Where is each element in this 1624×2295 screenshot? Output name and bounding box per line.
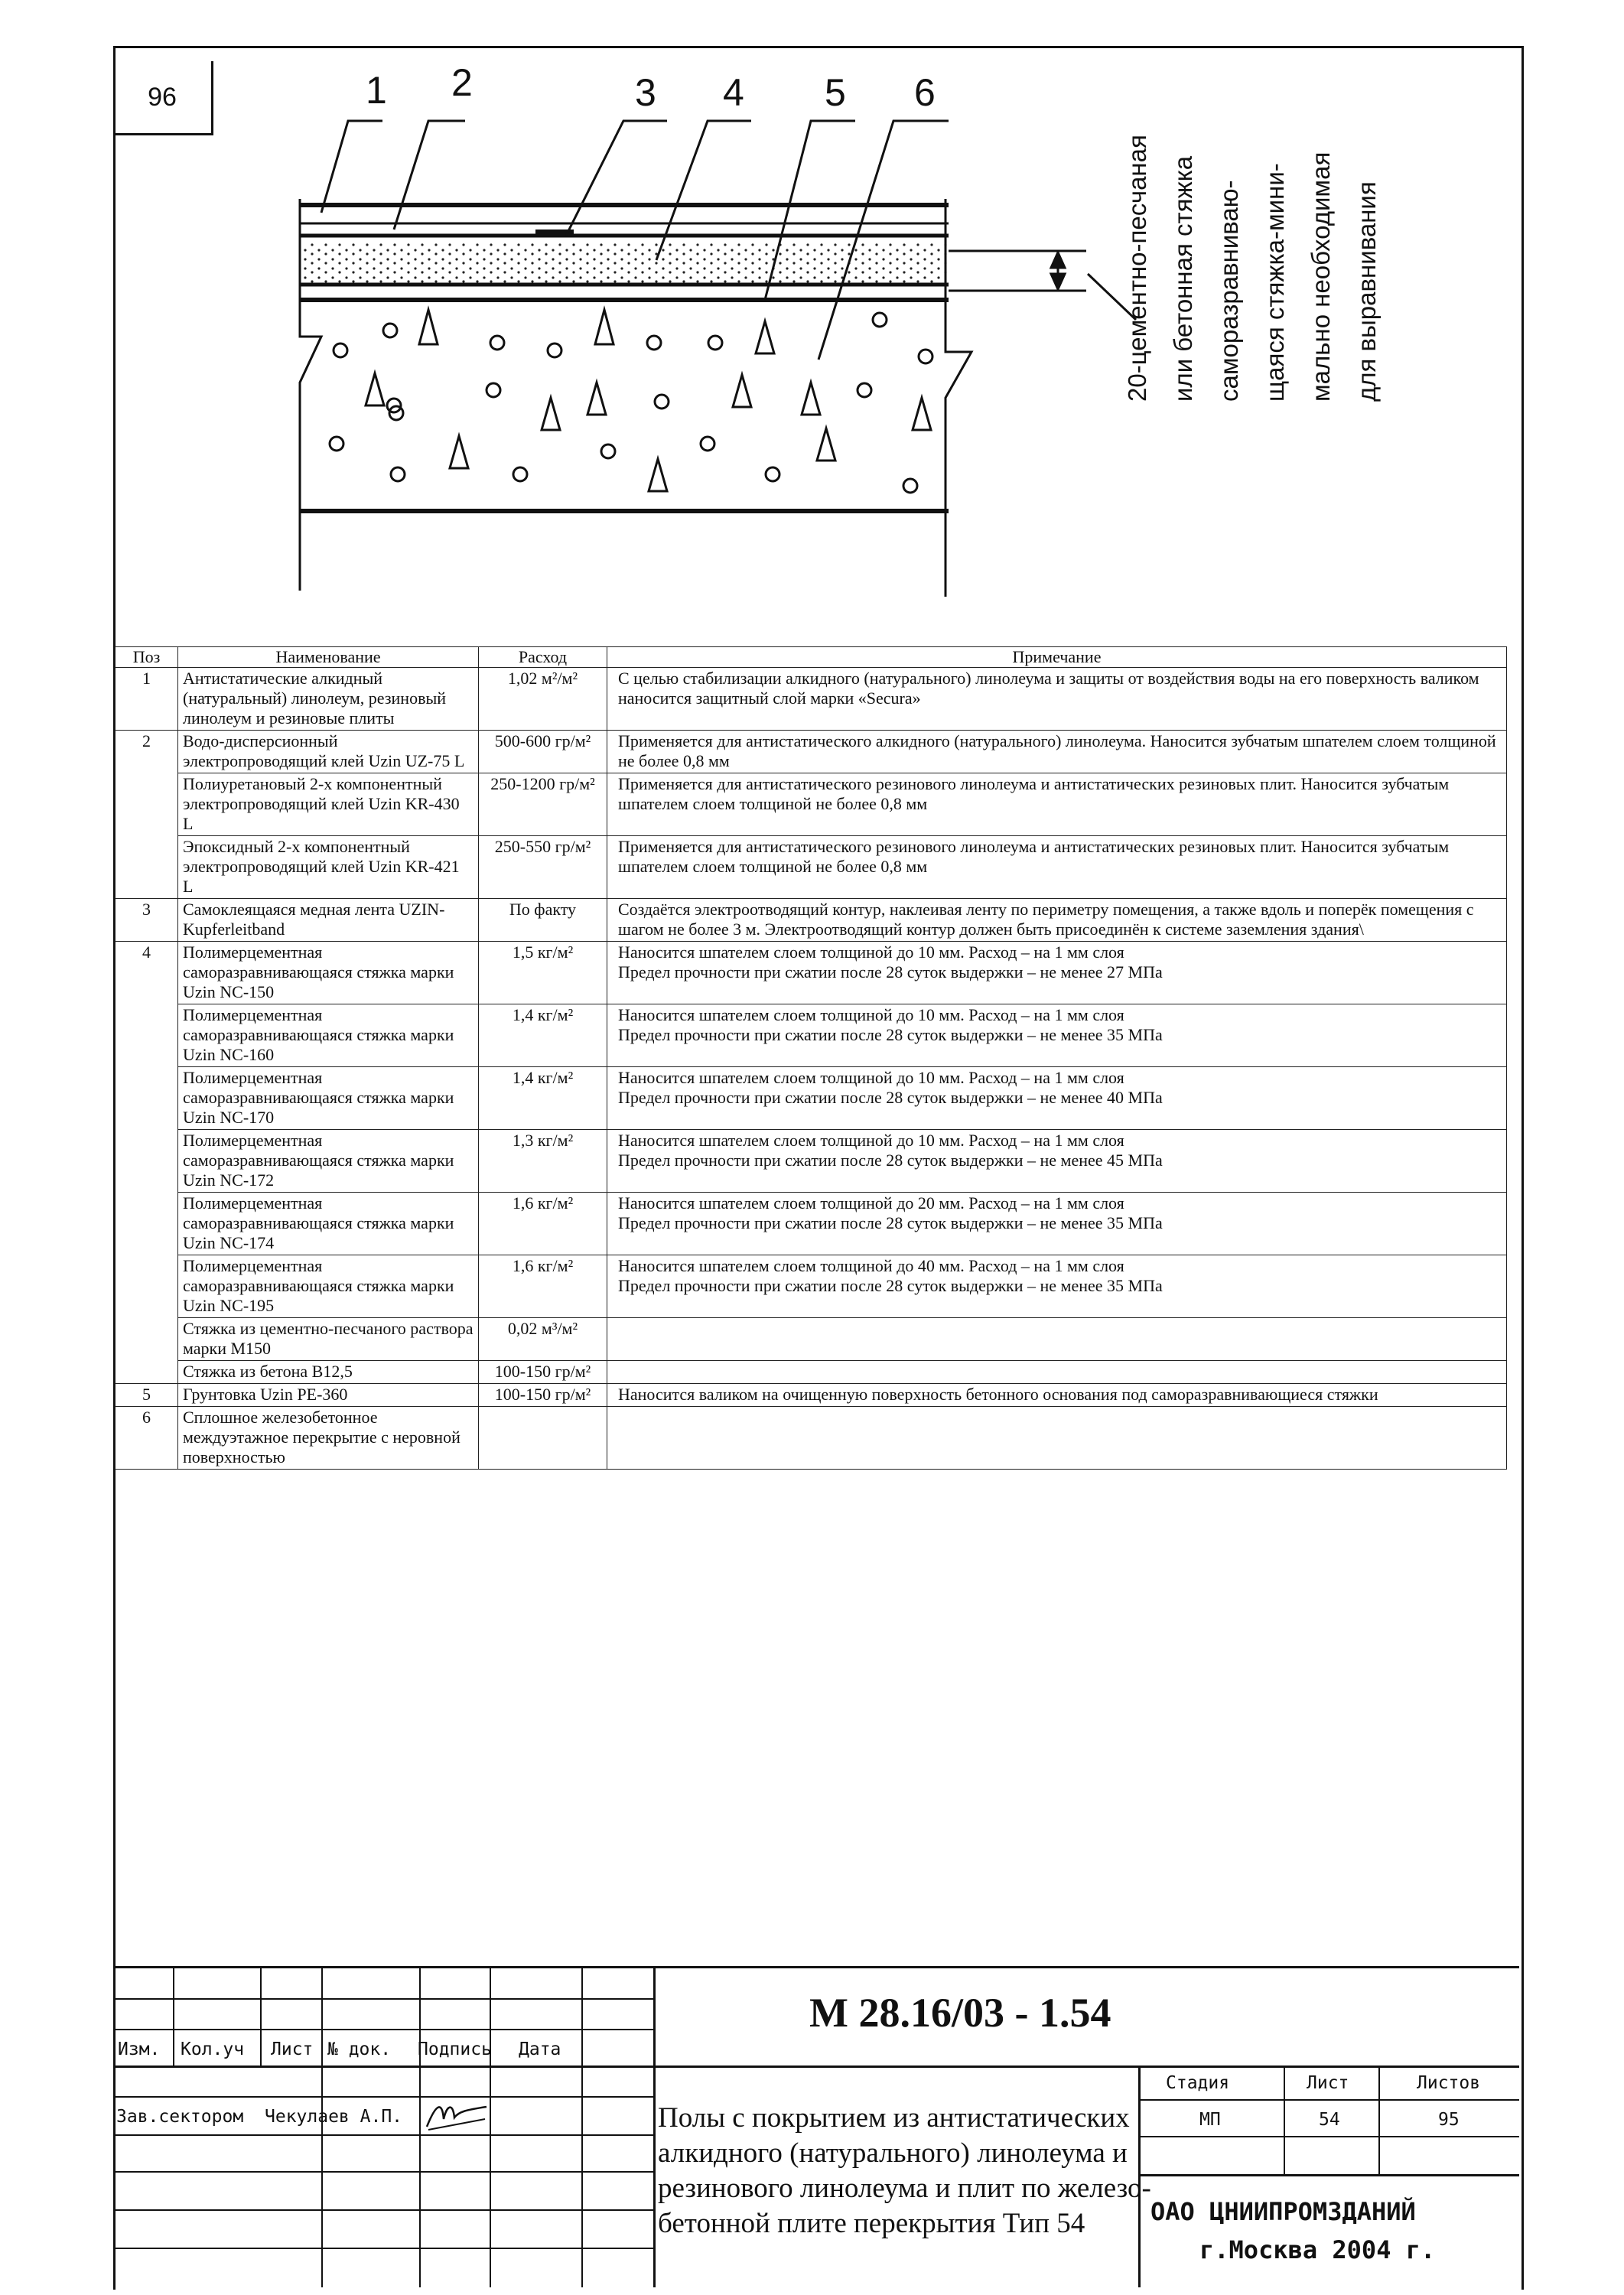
table-row (116, 1193, 1507, 1255)
name-cell: Полиуретановый 2-х компонентный электропроводящий клей Uzin KR-430 L (178, 773, 479, 836)
col-sheet: Лист (271, 2039, 314, 2059)
note-cell (607, 1407, 1507, 1470)
pos-cell (116, 1193, 178, 1255)
stage-label: Стадия (1166, 2073, 1230, 2093)
name-cell: Полимерцементная саморазравнивающаяся стяжка марки Uzin NC-172 (178, 1130, 479, 1193)
callout-5: 5 (825, 71, 846, 114)
col-doc-no: № док. (327, 2039, 392, 2059)
rate-cell: 1,6 кг/м² (479, 1193, 607, 1255)
rate-cell: 1,5 кг/м² (479, 942, 607, 1004)
table-row (116, 836, 1507, 899)
pos-cell: 5 (116, 1384, 178, 1407)
pos-cell: 2 (116, 731, 178, 773)
header-note: Примечание (607, 647, 1507, 668)
pos-cell (116, 773, 178, 836)
rate-cell: По факту (479, 899, 607, 942)
note-cell: Применяется для антистатического алкидного (натурального) линолеума. Наносится зубчатым шпателем слоем толщиной не более 0,8 мм (607, 731, 1507, 773)
header-name: Наименование (178, 647, 479, 668)
pos-cell (116, 1318, 178, 1361)
name-cell: Водо-дисперсионный электропроводящий клей Uzin UZ-75 L (178, 731, 479, 773)
side-note-line: 20-цементно-песчаная (1123, 135, 1151, 402)
note-cell (607, 1318, 1507, 1361)
callout-3: 3 (635, 71, 656, 114)
sheets-label: Листов (1417, 2073, 1481, 2093)
pos-cell (116, 1067, 178, 1130)
name-cell: Стяжка из бетона В12,5 (178, 1361, 479, 1384)
side-note-line: мально необходимая (1307, 151, 1335, 402)
rate-cell: 250-550 гр/м² (479, 836, 607, 899)
side-note (1124, 50, 1499, 402)
table-header-row (116, 647, 1507, 668)
rate-cell: 1,4 кг/м² (479, 1004, 607, 1067)
pos-cell (116, 1004, 178, 1067)
name-cell: Полимерцементная саморазравнивающаяся стяжка марки Uzin NC-174 (178, 1193, 479, 1255)
note-cell: Наносится шпателем слоем толщиной до 40 мм. Расход – на 1 мм слоя Предел прочности при сжатии после 28 суток выдержки – не менее 35 МПа (607, 1255, 1507, 1318)
table-row (116, 1130, 1507, 1193)
concrete-aggregate (330, 310, 932, 493)
pos-cell (116, 1255, 178, 1318)
doc-title-line: бетонной плите перекрытия Тип 54 (658, 2208, 1085, 2239)
table-row (116, 1255, 1507, 1318)
rate-cell: 0,02 м³/м² (479, 1318, 607, 1361)
name-cell: Сплошное железобетонное междуэтажное перекрытие с неровной поверхностью (178, 1407, 479, 1470)
name-cell: Полимерцементная саморазравнивающаяся стяжка марки Uzin NC-195 (178, 1255, 479, 1318)
note-cell: Наносится шпателем слоем толщиной до 10 мм. Расход – на 1 мм слоя Предел прочности при сжатии после 28 суток выдержки – не менее 45 МПа (607, 1130, 1507, 1193)
callout-4: 4 (723, 71, 744, 114)
note-cell: С целью стабилизации алкидного (натурального) линолеума и защиты от воздействия воды на его поверхность валиком наносится защитный слой марки «Secura» (607, 668, 1507, 731)
note-cell: Наносится шпателем слоем толщиной до 10 мм. Расход – на 1 мм слоя Предел прочности при сжатии после 28 суток выдержки – не менее 27 МПа (607, 942, 1507, 1004)
role-label: Зав.сектором (116, 2107, 244, 2127)
rate-cell: 500-600 гр/м² (479, 731, 607, 773)
person-name: Чекулаев А.П. (265, 2107, 403, 2127)
pos-cell: 1 (116, 668, 178, 731)
name-cell: Антистатические алкидный (натуральный) линолеум, резиновый линолеум и резиновые плиты (178, 668, 479, 731)
rate-cell: 1,6 кг/м² (479, 1255, 607, 1318)
name-cell: Полимерцементная саморазравнивающаяся стяжка марки Uzin NC-160 (178, 1004, 479, 1067)
name-cell: Полимерцементная саморазравнивающаяся стяжка марки Uzin NC-170 (178, 1067, 479, 1130)
col-date: Дата (519, 2039, 561, 2059)
note-cell: Наносится валиком на очищенную поверхность бетонного основания под саморазравнивающиеся стяжки (607, 1384, 1507, 1407)
doc-title-line: Полы с покрытием из антистатических (658, 2102, 1130, 2134)
rate-cell: 1,4 кг/м² (479, 1067, 607, 1130)
pos-cell: 4 (116, 942, 178, 1004)
side-note-line: для выравнивания (1352, 181, 1381, 402)
callout-2: 2 (451, 61, 473, 104)
table-row (116, 1067, 1507, 1130)
col-signature: Подпись (418, 2039, 492, 2059)
sheet-value: 54 (1319, 2110, 1340, 2130)
side-note-line: саморазравниваю- (1215, 180, 1243, 402)
note-cell: Наносится шпателем слоем толщиной до 10 мм. Расход – на 1 мм слоя Предел прочности при сжатии после 28 суток выдержки – не менее 40 МПа (607, 1067, 1507, 1130)
pos-cell: 6 (116, 1407, 178, 1470)
rate-cell: 100-150 гр/м² (479, 1361, 607, 1384)
note-cell: Наносится шпателем слоем толщиной до 10 мм. Расход – на 1 мм слоя Предел прочности при сжатии после 28 суток выдержки – не менее 35 МПа (607, 1004, 1507, 1067)
table-row (116, 899, 1507, 942)
sheets-value: 95 (1438, 2110, 1460, 2130)
rate-cell: 100-150 гр/м² (479, 1384, 607, 1407)
name-cell: Самоклеящаяся медная лента UZIN-Kupferleitband (178, 899, 479, 942)
table-row (116, 1318, 1507, 1361)
doc-title-line: алкидного (натурального) линолеума и (658, 2137, 1128, 2169)
note-cell (607, 1361, 1507, 1384)
spec-table (115, 646, 1507, 1470)
table-row (116, 731, 1507, 773)
doc-title-line: резинового линолеума и плит по железо- (658, 2173, 1151, 2204)
org-name: ОАО ЦНИИПРОМЗДАНИЙ (1150, 2197, 1416, 2226)
col-change: Изм. (118, 2039, 161, 2059)
header-pos: Поз (116, 647, 178, 668)
rate-cell: 1,3 кг/м² (479, 1130, 607, 1193)
note-cell: Применяется для антистатического резинового линолеума и антистатических резиновых плит. Наносится зубчатым шпателем слоем толщиной не более 0,8 мм (607, 836, 1507, 899)
table-row (116, 773, 1507, 836)
note-cell: Создаётся электроотводящий контур, наклеивая ленту по периметру помещения, а также вдоль и поперёк помещения с шагом не более 3 м. Электроотводящий контур должен быть присоединён к системе заземления здания\ (607, 899, 1507, 942)
note-cell: Применяется для антистатического резинового линолеума и антистатических резиновых плит. Наносится зубчатым шпателем слоем толщиной не более 0,8 мм (607, 773, 1507, 836)
note-cell: Наносится шпателем слоем толщиной до 20 мм. Расход – на 1 мм слоя Предел прочности при сжатии после 28 суток выдержки – не менее 35 МПа (607, 1193, 1507, 1255)
doc-title (658, 2101, 1151, 2241)
table-body (116, 668, 1507, 1470)
table-row (116, 668, 1507, 731)
page-number: 96 (113, 61, 213, 135)
header-rate: Расход (479, 647, 607, 668)
col-qty: Кол.уч (181, 2039, 245, 2059)
name-cell: Грунтовка Uzin PE-360 (178, 1384, 479, 1407)
doc-code: М 28.16/03 - 1.54 (809, 1990, 1111, 2036)
callout-1: 1 (366, 69, 387, 112)
table-row (116, 1004, 1507, 1067)
sheet-label: Лист (1307, 2073, 1349, 2093)
name-cell: Эпоксидный 2-х компонентный электропроводящий клей Uzin KR-421 L (178, 836, 479, 899)
pos-cell (116, 1130, 178, 1193)
org-city-year: г.Москва 2004 г. (1199, 2235, 1436, 2264)
table-row (116, 942, 1507, 1004)
side-note-line: или бетонная стяжка (1169, 155, 1197, 402)
rate-cell: 1,02 м²/м² (479, 668, 607, 731)
title-block (113, 1966, 1519, 2287)
signature-mark (421, 2096, 490, 2134)
callout-leaders (321, 121, 1136, 360)
rate-cell (479, 1407, 607, 1470)
callout-6: 6 (914, 71, 936, 114)
rate-cell: 250-1200 гр/м² (479, 773, 607, 836)
name-cell: Стяжка из цементно-песчаного раствора марки М150 (178, 1318, 479, 1361)
table-row (116, 1361, 1507, 1384)
stage-value: МП (1199, 2110, 1221, 2130)
table-row (116, 1407, 1507, 1470)
side-note-line: щаяся стяжка-мини- (1261, 163, 1289, 402)
table-row (116, 1384, 1507, 1407)
pos-cell (116, 836, 178, 899)
pos-cell (116, 1361, 178, 1384)
pos-cell: 3 (116, 899, 178, 942)
name-cell: Полимерцементная саморазравнивающаяся стяжка марки Uzin NC-150 (178, 942, 479, 1004)
